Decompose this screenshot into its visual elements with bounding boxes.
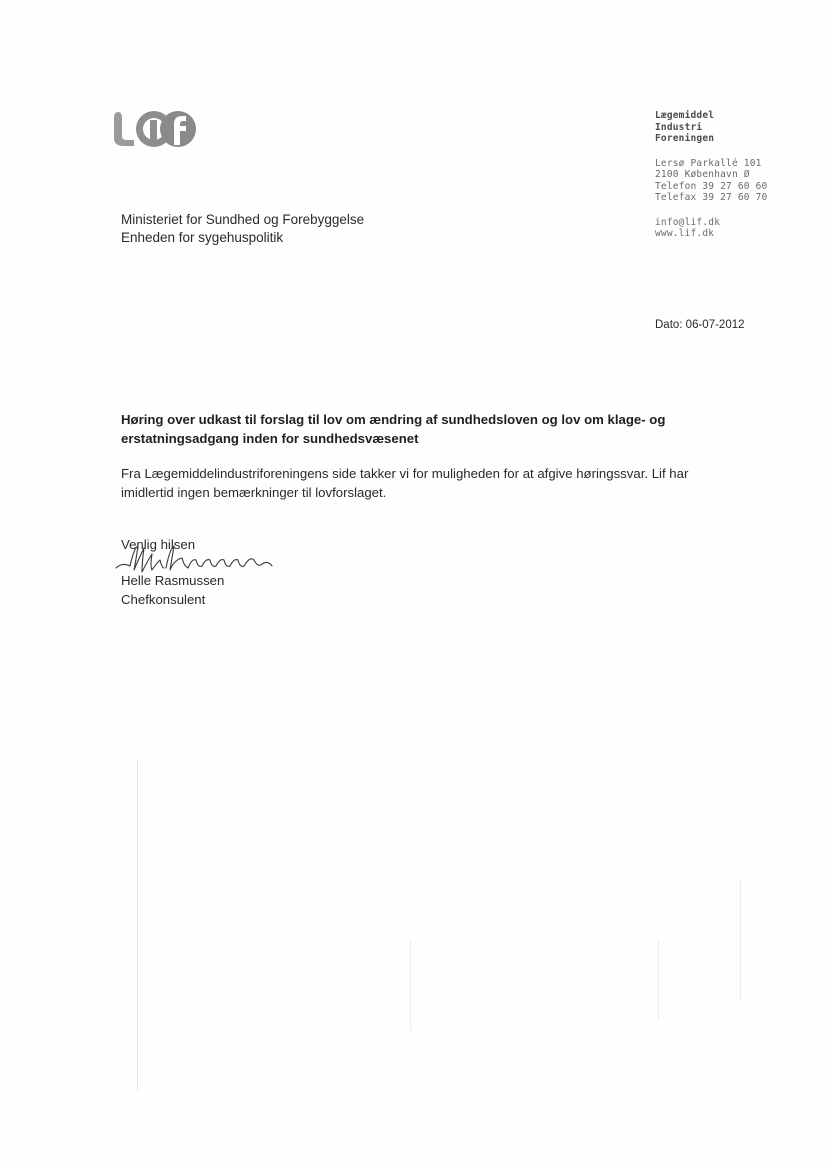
- scan-artifact: [740, 880, 741, 1000]
- sender-contact: [655, 217, 767, 240]
- sender-email: info@lif.dk: [655, 216, 721, 228]
- recipient-block: [121, 211, 364, 247]
- sender-org-line: Industri: [655, 121, 703, 133]
- sender-website: www.lif.dk: [655, 228, 715, 239]
- scan-artifact: [137, 760, 138, 1090]
- recipient-unit: Enheden for sygehuspolitik: [121, 230, 284, 245]
- letter-body: Fra Lægemiddelindustriforeningens side takker vi for muligheden for at afgive høringssvar. Lif har imidlertid ingen bemærkninger til lovforslaget.: [121, 466, 689, 500]
- sender-org-line: Lægemiddel: [655, 110, 715, 121]
- lif-logo: [112, 104, 198, 150]
- sender-block: [655, 110, 767, 253]
- signer-name: Helle Rasmussen: [121, 573, 225, 588]
- letter-date: Dato: 06-07-2012: [655, 319, 745, 331]
- scan-artifact: [658, 940, 659, 1020]
- sender-address-line: 2100 København Ø: [655, 169, 750, 180]
- sender-org-line: Foreningen: [655, 133, 715, 144]
- sender-org: [655, 110, 767, 145]
- sender-address: [655, 158, 767, 204]
- letter-subject: Høring over udkast til forslag til lov om ændring af sundhedsloven og lov om klage- og erstatningsadgang inden for sundhedsvæsenet: [121, 412, 666, 446]
- sender-fax: Telefax 39 27 60 70: [655, 192, 768, 203]
- scan-artifact: [410, 940, 411, 1030]
- signer-title: Chefkonsulent: [121, 592, 206, 607]
- sender-address-line: Lersø Parkallé 101: [655, 157, 762, 169]
- sender-phone: Telefon 39 27 60 60: [655, 180, 768, 192]
- closing-greeting: Venlig hilsen: [121, 537, 196, 552]
- recipient-ministry: Ministeriet for Sundhed og Forebyggelse: [121, 212, 365, 227]
